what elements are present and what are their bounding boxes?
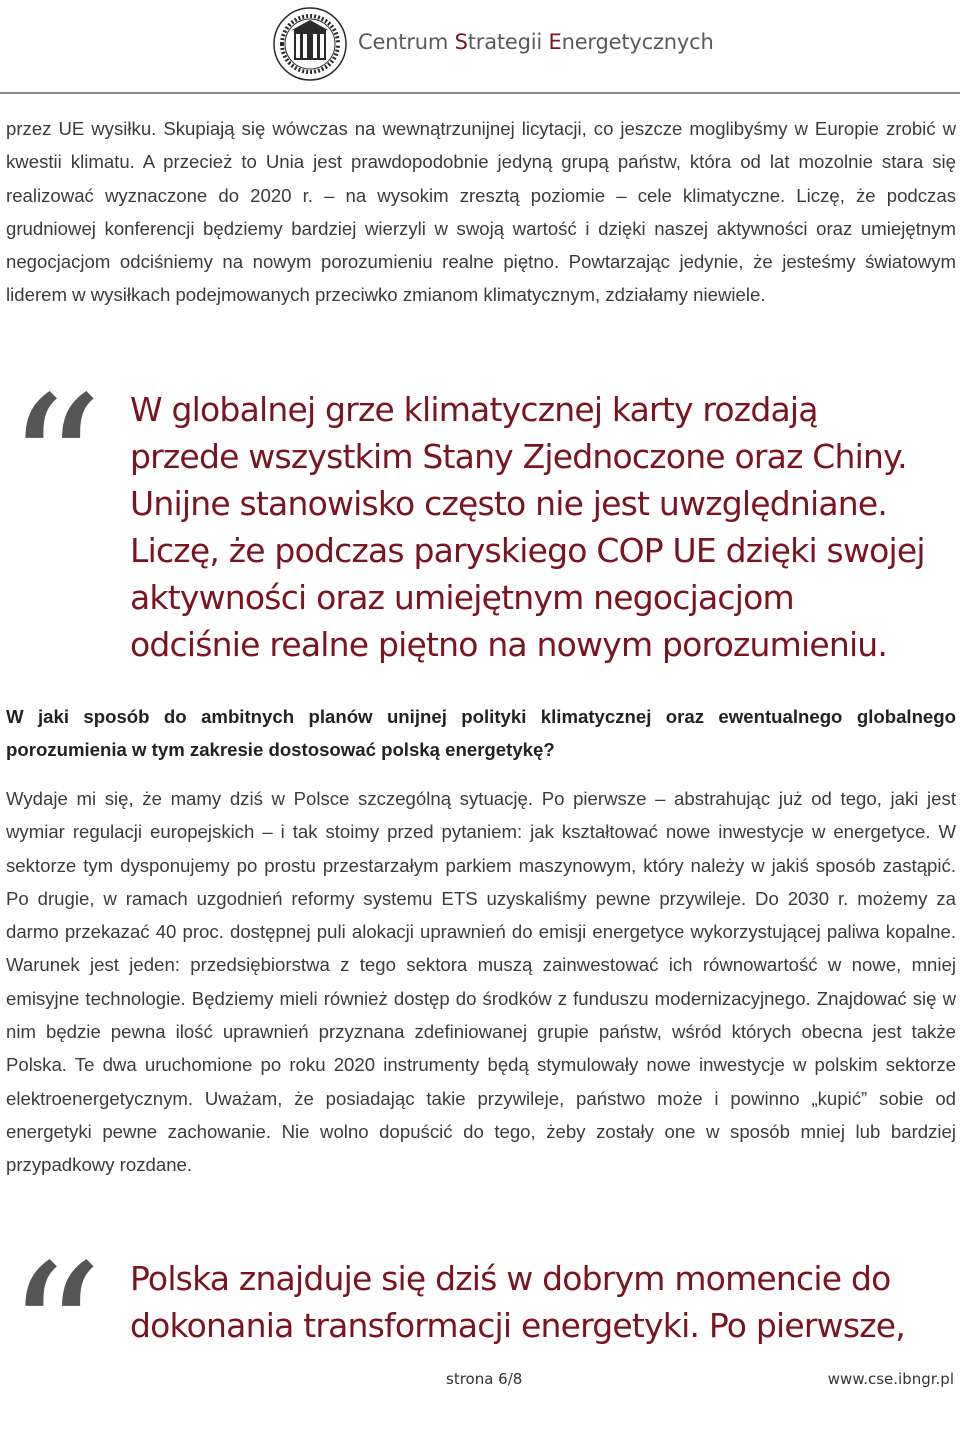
quote-mark-icon: “ (6, 1224, 104, 1445)
pull-quote-1: W globalnej grze klimatycznej karty rozdają przede wszystkim Stany Zjednoczone oraz Chiny. Unijne stanowisko często nie jest uwzględniane. Liczę, że podczas paryskiego COP UE dzięki swojej aktywności oraz umiejętnym negocjacjom odciśnie realne piętno na nowym porozumieniu. (130, 390, 925, 664)
page-header (0, 0, 960, 96)
page-number: strona 6/8 (446, 1370, 523, 1388)
body-paragraph-1: przez UE wysiłku. Skupiają się wówczas na wewnątrzunijnej licytacji, co jeszcze moglibyśmy w Europie zrobić w kwestii klimatu. A przecież to Unia jest prawdopodobnie jedyną grupą państw, która od lat mozolnie stara się realizować wyznaczone do 2020 r. – na wysokim zresztą poziomie – cele klimatyczne. Liczę, że podczas grudniowej konferencji będziemy bardziej wierzyli w swoją wartość i dzięki naszej aktywności oraz umiejętnym negocjacjom odciśniemy na nowym porozumieniu realne piętno. Powtarzając jedynie, że jesteśmy światowym liderem w wysiłkach podejmowanych przeciwko zmianom klimatycznym, zdziałamy niewiele. (6, 118, 956, 306)
header-divider (0, 92, 960, 94)
pull-quote-2: Polska znajduje się dziś w dobrym momencie do dokonania transformacji energetyki. Po pierwsze, (130, 1259, 905, 1345)
website-link[interactable]: www.cse.ibngr.pl (827, 1370, 954, 1388)
quote-mark-icon: “ (6, 356, 104, 577)
organization-name: Centrum Strategii Energetycznych (358, 30, 714, 54)
institute-seal-logo (272, 6, 348, 82)
body-paragraph-2: Wydaje mi się, że mamy dziś w Polsce szczególną sytuację. Po pierwsze – abstrahując już od tego, jaki jest wymiar regulacji europejskich – i tak stoimy przed pytaniem: jak kształtować nowe inwestycje w energetyce. W sektorze tym dysponujemy po prostu przestarzałym parkiem maszynowym, który należy w jakiś sposób zastąpić. Po drugie, w ramach uzgodnień reformy systemu ETS uzyskaliśmy pewne przywileje. Do 2030 r. możemy za darmo przekazać 40 proc. dostępnej puli alokacji uprawnień do emisji energetyce wykorzystującej paliwa kopalne. Warunek jest jeden: przedsiębiorstwa z tego sektora muszą zainwestować ich równowartość w nowe, mniej emisyjne technologie. Będziemy mieli również dostęp do środków z funduszu modernizacyjnego. Znajdować się w nim będzie pewna ilość uprawnień przyznana zdefiniowanej grupie państw, wśród których obecna jest także Polska. Te dwa uruchomione po roku 2020 instrumenty będą stymulowały nowe inwestycje w polskim sektorze elektroenergetycznym. Uważam, że posiadając takie przywileje, państwo może i powinno „kupić” sobie od energetyki pewne zachowanie. Nie wolno dopuścić do tego, żeby zostały one w sposób mniej lub bardziej przypadkowy rozdane. (6, 788, 956, 1176)
interview-question: W jaki sposób do ambitnych planów unijnej polityki klimatycznej oraz ewentualnego globalnego porozumienia w tym zakresie dostosować polską energetykę? (6, 706, 956, 760)
